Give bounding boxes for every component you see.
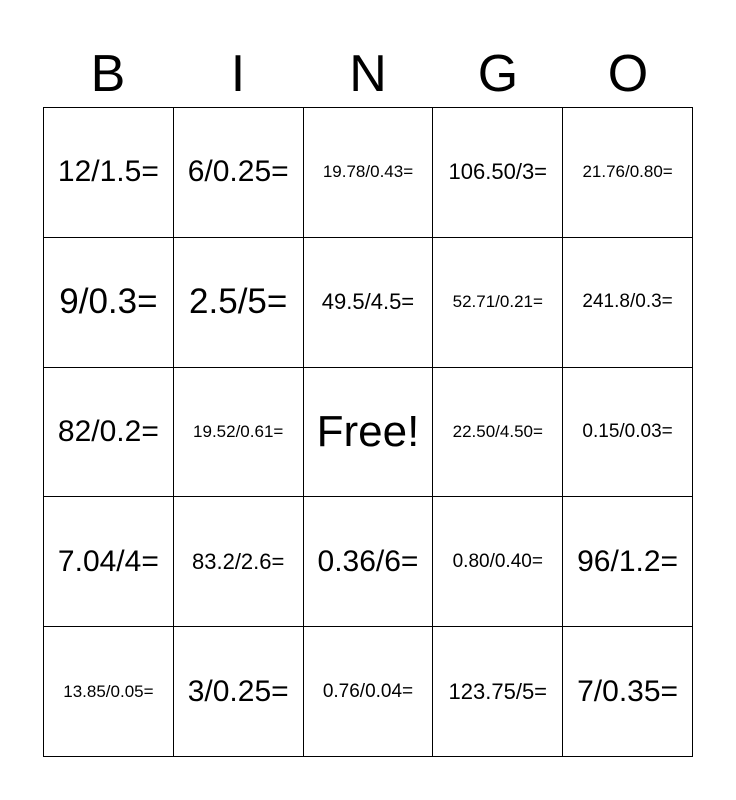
header-letter-b: B [90, 45, 126, 103]
bingo-cell[interactable]: 22.50/4.50= [433, 368, 563, 498]
bingo-cell[interactable]: 52.71/0.21= [433, 238, 563, 368]
bingo-cell[interactable]: 13.85/0.05= [44, 627, 174, 757]
bingo-cell[interactable]: 83.2/2.6= [174, 497, 304, 627]
bingo-cell[interactable]: 241.8/0.3= [563, 238, 693, 368]
bingo-cell[interactable]: 19.78/0.43= [304, 108, 434, 238]
free-space[interactable]: Free! [304, 368, 434, 498]
header-letter-g: G [477, 45, 519, 103]
bingo-cell[interactable]: 82/0.2= [44, 368, 174, 498]
bingo-cell[interactable]: 96/1.2= [563, 497, 693, 627]
header-letter-n: N [349, 45, 387, 103]
bingo-cell[interactable]: 49.5/4.5= [304, 238, 434, 368]
header-letter-i: I [230, 45, 246, 103]
bingo-cell[interactable]: 123.75/5= [433, 627, 563, 757]
bingo-cell[interactable]: 6/0.25= [174, 108, 304, 238]
bingo-cell[interactable]: 106.50/3= [433, 108, 563, 238]
bingo-cell[interactable]: 0.76/0.04= [304, 627, 434, 757]
bingo-cell[interactable]: 12/1.5= [44, 108, 174, 238]
bingo-cell[interactable]: 0.36/6= [304, 497, 434, 627]
bingo-cell[interactable]: 19.52/0.61= [174, 368, 304, 498]
bingo-cell[interactable]: 21.76/0.80= [563, 108, 693, 238]
bingo-header [43, 44, 693, 104]
bingo-cell[interactable]: 9/0.3= [44, 238, 174, 368]
bingo-cell[interactable]: 7/0.35= [563, 627, 693, 757]
bingo-cell[interactable]: 2.5/5= [174, 238, 304, 368]
bingo-cell[interactable]: 0.80/0.40= [433, 497, 563, 627]
bingo-cell[interactable]: 0.15/0.03= [563, 368, 693, 498]
bingo-cell[interactable]: 3/0.25= [174, 627, 304, 757]
bingo-cell[interactable]: 7.04/4= [44, 497, 174, 627]
header-letter-o: O [607, 45, 649, 103]
bingo-card [43, 107, 693, 757]
